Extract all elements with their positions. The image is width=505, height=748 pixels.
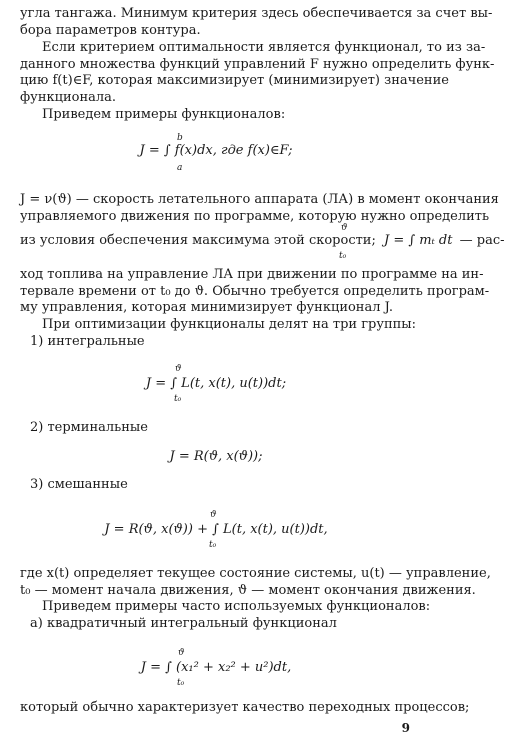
text-line: J = ν(ϑ) — скорость летательного аппарата (ЛА) в момент окончания: [20, 192, 499, 207]
formula-integral-fx: J = ∫ f(x)dx, где f(x)∈F;: [139, 143, 293, 158]
text-line: t₀ — момент начала движения, ϑ — момент окончания движения.: [20, 583, 476, 598]
text-segment: — рас-: [459, 233, 505, 248]
text-line-with-inline-formula: [20, 233, 505, 249]
text-line: Если критерием оптимальности является функционал, то из за-: [42, 40, 486, 55]
inline-integral-upper-limit: ϑ: [341, 223, 348, 233]
formula-integral-functional: J = ∫ L(t, x(t), u(t))dt;: [145, 376, 287, 391]
text-line: цию f(t)∈F, которая максимизирует (минимизирует) значение: [20, 73, 449, 88]
text-line: бора параметров контура.: [20, 23, 201, 38]
inline-integral-lower-limit: t₀: [339, 251, 347, 261]
text-line: ход топлива на управление ЛА при движении по программе на ин-: [20, 267, 484, 282]
integral-upper-limit: ϑ: [175, 364, 182, 374]
integral-upper-limit: b: [177, 133, 183, 143]
text-line: тервале времени от t₀ до ϑ. Обычно требуется определить програм-: [20, 284, 490, 299]
integral-lower-limit: t₀: [209, 540, 217, 550]
integral-upper-limit: ϑ: [210, 510, 217, 520]
list-item-quadratic: а) квадратичный интегральный функционал: [30, 616, 337, 631]
text-line: управляемого движения по программе, которую нужно определить: [20, 209, 490, 224]
text-line: му управления, которая минимизирует функционал J.: [20, 300, 393, 315]
formula-quadratic-functional: J = ∫ (x₁² + x₂² + u²)dt,: [140, 660, 292, 675]
text-line: данного множества функций управлений F нужно определить функ-: [20, 57, 495, 72]
integral-lower-limit: t₀: [174, 394, 182, 404]
integral-lower-limit: t₀: [177, 678, 185, 688]
list-item-integral: 1) интегральные: [30, 334, 145, 349]
list-item-terminal: 2) терминальные: [30, 420, 148, 435]
list-item-mixed: 3) смешанные: [30, 477, 128, 492]
text-line: где x(t) определяет текущее состояние системы, u(t) — управление,: [20, 566, 491, 581]
integral-upper-limit: ϑ: [178, 648, 185, 658]
text-line: При оптимизации функционалы делят на три группы:: [42, 317, 417, 332]
text-line: угла тангажа. Минимум критерия здесь обеспечивается за счет вы-: [20, 6, 493, 21]
text-line: функционала.: [20, 90, 117, 105]
inline-formula-fuel: J = ∫ mₜ dt: [383, 233, 453, 248]
formula-mixed-functional: J = R(ϑ, x(ϑ)) + ∫ L(t, x(t), u(t))dt,: [104, 522, 328, 537]
text-line: который обычно характеризует качество переходных процессов;: [20, 700, 470, 715]
page-number: 9: [401, 721, 410, 735]
text-line: Приведем примеры часто используемых функционалов:: [42, 599, 431, 614]
integral-lower-limit: a: [177, 163, 183, 173]
text-segment: из условия обеспечения максимума этой скорости;: [20, 233, 376, 248]
formula-terminal-functional: J = R(ϑ, x(ϑ));: [169, 449, 263, 464]
text-line: Приведем примеры функционалов:: [42, 107, 286, 122]
